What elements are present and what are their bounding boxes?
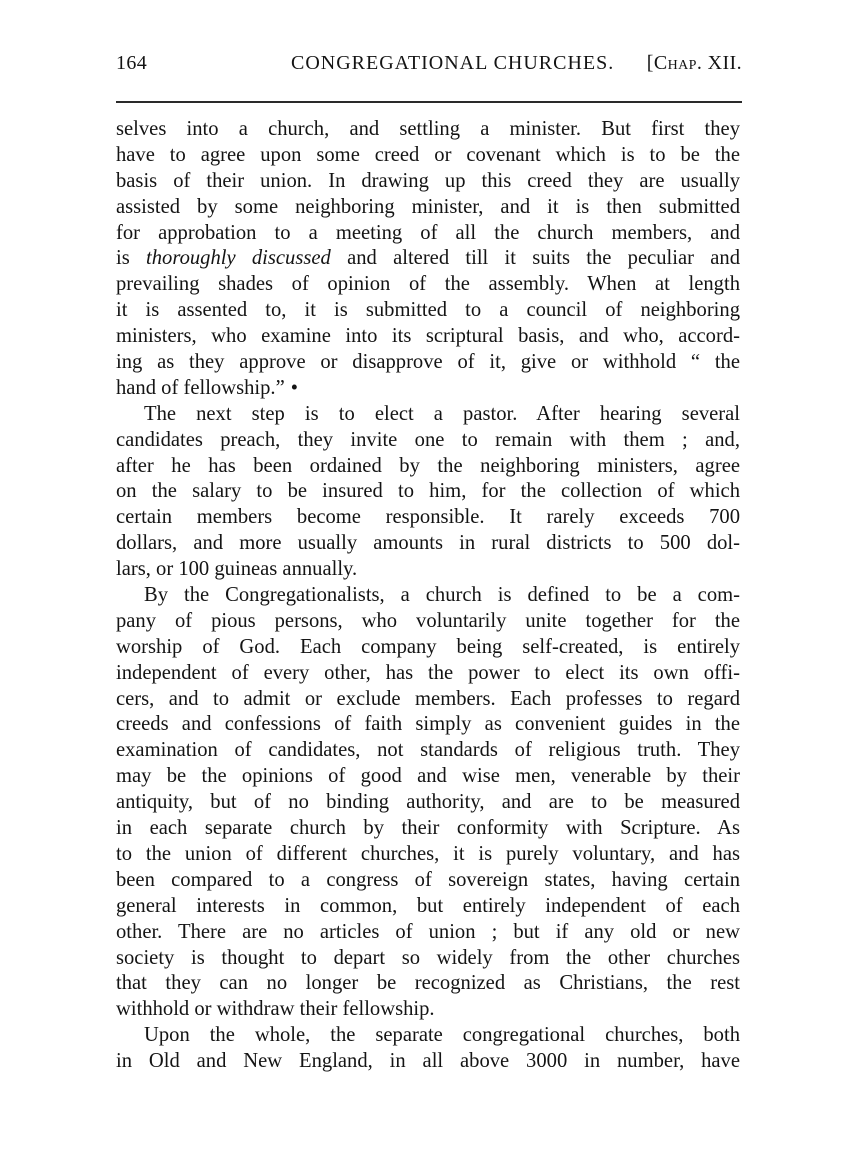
text-segment: general interests in common, but entirely independent of each bbox=[116, 894, 740, 917]
running-head bbox=[116, 52, 742, 80]
text-segment: examination of candidates, not standards of religious truth. They bbox=[116, 739, 740, 762]
running-title: CONGREGATIONAL CHURCHES. bbox=[291, 52, 615, 74]
text-segment: Upon the whole, the separate congregational churches, both bbox=[144, 1024, 740, 1047]
text-line bbox=[116, 117, 740, 143]
text-line bbox=[116, 816, 740, 842]
text-segment: worship of God. Each company being self-created, is entirely bbox=[116, 635, 740, 658]
text-line bbox=[116, 1023, 740, 1049]
text-line bbox=[116, 687, 740, 713]
text-line bbox=[116, 454, 740, 480]
text-segment: certain members become responsible. It rarely exceeds 700 bbox=[116, 506, 740, 529]
text-segment: independent of every other, has the power to elect its own offi- bbox=[116, 661, 740, 684]
text-segment: on the salary to be insured to him, for the collection of which bbox=[116, 480, 740, 503]
text-line bbox=[116, 842, 740, 868]
text-segment: antiquity, but of no binding authority, and are to be measured bbox=[116, 791, 740, 814]
text-line bbox=[116, 583, 740, 609]
text-segment: By the Congregationalists, a church is defined to be a com- bbox=[144, 584, 740, 607]
text-line bbox=[116, 920, 740, 946]
text-segment: it is assented to, it is submitted to a council of neighboring bbox=[116, 299, 740, 322]
text-line bbox=[116, 298, 740, 324]
text-line bbox=[116, 557, 740, 583]
text-segment: dollars, and more usually amounts in rural districts to 500 dol- bbox=[116, 532, 740, 555]
text-segment: other. There are no articles of union ; but if any old or new bbox=[116, 920, 740, 943]
text-segment: pany of pious persons, who voluntarily unite together for the bbox=[116, 609, 740, 632]
text-line bbox=[116, 350, 740, 376]
text-segment: and altered till it suits the peculiar and bbox=[330, 247, 741, 270]
text-line bbox=[116, 609, 740, 635]
text-line bbox=[116, 946, 740, 972]
text-line bbox=[116, 195, 740, 221]
text-segment: hand of fellowship.” bbox=[116, 376, 285, 399]
text-line bbox=[116, 531, 740, 557]
text-segment: creeds and confessions of faith simply as convenient guides in the bbox=[116, 713, 740, 736]
text-segment: ministers, who examine into its scriptural basis, and who, accord- bbox=[116, 325, 740, 348]
stray-mark: • bbox=[290, 376, 298, 399]
text-segment: prevailing shades of opinion of the assembly. When at length bbox=[116, 273, 740, 296]
text-line bbox=[116, 738, 740, 764]
text-segment: in each separate church by their conformity with Scripture. As bbox=[116, 817, 740, 840]
text-line bbox=[116, 971, 740, 997]
text-segment: to the union of different churches, it is purely voluntary, and has bbox=[116, 842, 740, 865]
text-segment: assisted by some neighboring minister, and it is then submitted bbox=[116, 195, 740, 218]
text-segment: in Old and New England, in all above 3000 in number, have bbox=[116, 1050, 740, 1073]
text-line bbox=[116, 894, 740, 920]
text-line bbox=[116, 376, 740, 402]
text-line bbox=[116, 712, 740, 738]
text-segment: candidates preach, they invite one to remain with them ; and, bbox=[116, 428, 740, 451]
text-segment: cers, and to admit or exclude members. Each professes to regard bbox=[116, 687, 740, 710]
text-line bbox=[116, 997, 740, 1023]
header-rule bbox=[116, 101, 742, 103]
text-line bbox=[116, 479, 740, 505]
text-segment: that they can no longer be recognized as Christians, the rest bbox=[116, 972, 740, 995]
text-line bbox=[116, 169, 740, 195]
text-line bbox=[116, 402, 740, 428]
chapter-reference-open: [C bbox=[646, 52, 668, 74]
text-line bbox=[116, 272, 740, 298]
text-line bbox=[116, 505, 740, 531]
text-segment: The next step is to elect a pastor. After hearing several bbox=[144, 402, 740, 425]
text-line bbox=[116, 868, 740, 894]
text-segment: withhold or withdraw their fellowship. bbox=[116, 998, 435, 1021]
text-segment: selves into a church, and settling a minister. But first they bbox=[116, 118, 740, 140]
text-segment: is bbox=[116, 247, 146, 270]
text-segment: society is thought to depart so widely from the other churches bbox=[116, 946, 740, 969]
text-line bbox=[116, 324, 740, 350]
text-segment: for approbation to a meeting of all the church members, and bbox=[116, 221, 740, 244]
text-segment: after he has been ordained by the neighboring ministers, agree bbox=[116, 454, 740, 477]
text-line bbox=[116, 246, 740, 272]
text-segment: ing as they approve or disapprove of it, give or withhold “ the bbox=[116, 351, 740, 374]
text-segment: may be the opinions of good and wise men, venerable by their bbox=[116, 765, 740, 788]
text-segment: lars, or 100 guineas annually. bbox=[116, 558, 358, 581]
text-line bbox=[116, 221, 740, 247]
text-line bbox=[116, 635, 740, 661]
emphasis-text: thoroughly discussed bbox=[146, 247, 331, 270]
text-line bbox=[116, 661, 740, 687]
chapter-reference bbox=[647, 52, 742, 75]
text-line bbox=[116, 790, 740, 816]
text-line bbox=[116, 764, 740, 790]
text-line bbox=[116, 143, 740, 169]
chapter-reference-small-caps: hap bbox=[667, 52, 697, 74]
text-segment: been compared to a congress of sovereign states, having certain bbox=[116, 868, 740, 891]
chapter-reference-close: . XII. bbox=[696, 52, 742, 74]
text-line bbox=[116, 1049, 740, 1075]
page-number: 164 bbox=[116, 52, 148, 74]
body-text bbox=[116, 117, 740, 1075]
text-line bbox=[116, 428, 740, 454]
text-segment: have to agree upon some creed or covenant which is to be the bbox=[116, 143, 740, 166]
text-segment: basis of their union. In drawing up this creed they are usually bbox=[116, 169, 740, 192]
